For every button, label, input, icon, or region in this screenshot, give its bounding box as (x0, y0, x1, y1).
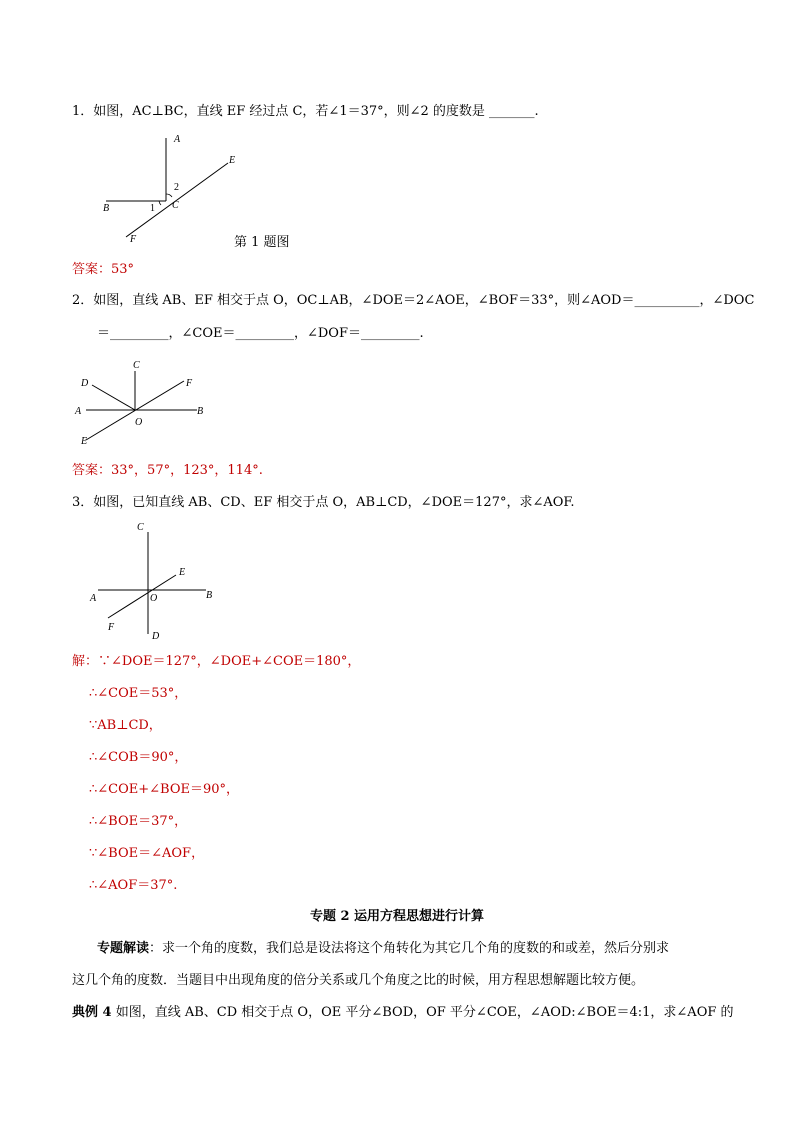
q1-label-F: F (130, 234, 137, 245)
q3-label-A: A (90, 593, 97, 604)
q2-label-O: O (135, 417, 143, 428)
q2-label-D: D (81, 378, 89, 389)
topic-intro-1 (97, 940, 669, 958)
topic-title: 专题 2 运用方程思想进行计算 (309, 909, 485, 924)
q3-label-D: D (152, 631, 160, 642)
q3-solution-2: ∵AB⊥CD， (89, 718, 162, 733)
q3-solution-6: ∵∠BOE＝∠AOF， (89, 846, 205, 861)
q2-label-F: F (186, 378, 193, 389)
q2-answer: 答案：33°，57°，123°，114°. (72, 463, 263, 478)
q3-solution-1: ∴∠COE＝53°， (89, 686, 188, 701)
q1-angle-2-arc (166, 194, 172, 197)
q2-line-OD (92, 385, 135, 410)
q1-label-one: 1 (150, 203, 155, 214)
q1-figure (96, 130, 276, 245)
q2-label-B: B (197, 406, 204, 417)
q3-line-EF (108, 575, 176, 618)
q2-figure (72, 355, 222, 450)
q3-solution-0: 解：∵∠DOE＝127°，∠DOE+∠COE＝180°， (72, 654, 361, 669)
q1-label-E: E (229, 155, 236, 166)
example-4 (72, 1004, 734, 1022)
q2-text-2: ＝_________，∠COE＝_________，∠DOF＝_________. (97, 326, 424, 341)
q3-label-F: F (108, 622, 115, 633)
q1-label-A: A (174, 134, 181, 145)
q2-label-C: C (133, 360, 140, 371)
topic-intro-text-1: ：求一个角的度数，我们总是设法将这个角转化为其它几个角的度数的和或差，然后分别求 (149, 941, 670, 956)
topic-intro-2: 这几个角的度数．当题目中出现角度的倍分关系或几个角度之比的时候，用方程思想解题比较方便。 (72, 973, 645, 988)
q1-caption: 第 1 题图 (234, 235, 290, 250)
q3-solution-7: ∴∠AOF＝37°. (89, 878, 178, 893)
q3-figure (86, 518, 226, 643)
q1-label-C: C (172, 200, 179, 211)
q1-label-two: 2 (174, 182, 179, 193)
q3-text: 3．如图，已知直线 AB、CD、EF 相交于点 O，AB⊥CD，∠DOE＝127°，求∠AOF. (72, 495, 575, 510)
q3-solution-5: ∴∠BOE＝37°， (89, 814, 188, 829)
q3-solution-3: ∴∠COB＝90°， (89, 750, 188, 765)
example-text: 如图，直线 AB、CD 相交于点 O，OE 平分∠BOD，OF 平分∠COE，∠AOD:∠BOE＝4:1，求∠AOF 的 (111, 1005, 734, 1020)
q1-angle-1-arc (159, 201, 161, 205)
q1-label-B: B (103, 203, 110, 214)
q3-solution-4: ∴∠COE+∠BOE＝90°， (89, 782, 240, 797)
example-label: 典例 4 (72, 1005, 112, 1020)
q1-text: 1．如图，AC⊥BC，直线 EF 经过点 C，若∠1＝37°，则∠2 的度数是 _______. (72, 104, 539, 119)
q2-text-1: 2．如图，直线 AB、EF 相交于点 O，OC⊥AB，∠DOE＝2∠AOE，∠BOF＝33°，则∠AOD＝__________，∠DOC (72, 293, 755, 308)
q3-label-C: C (137, 522, 144, 533)
q2-label-E: E (81, 436, 88, 447)
q2-label-A: A (75, 406, 82, 417)
topic-intro-label: 专题解读 (97, 941, 150, 956)
q3-label-B: B (206, 590, 213, 601)
q1-answer: 答案：53° (72, 262, 135, 277)
q3-label-O: O (150, 593, 158, 604)
q3-label-E: E (179, 567, 186, 578)
